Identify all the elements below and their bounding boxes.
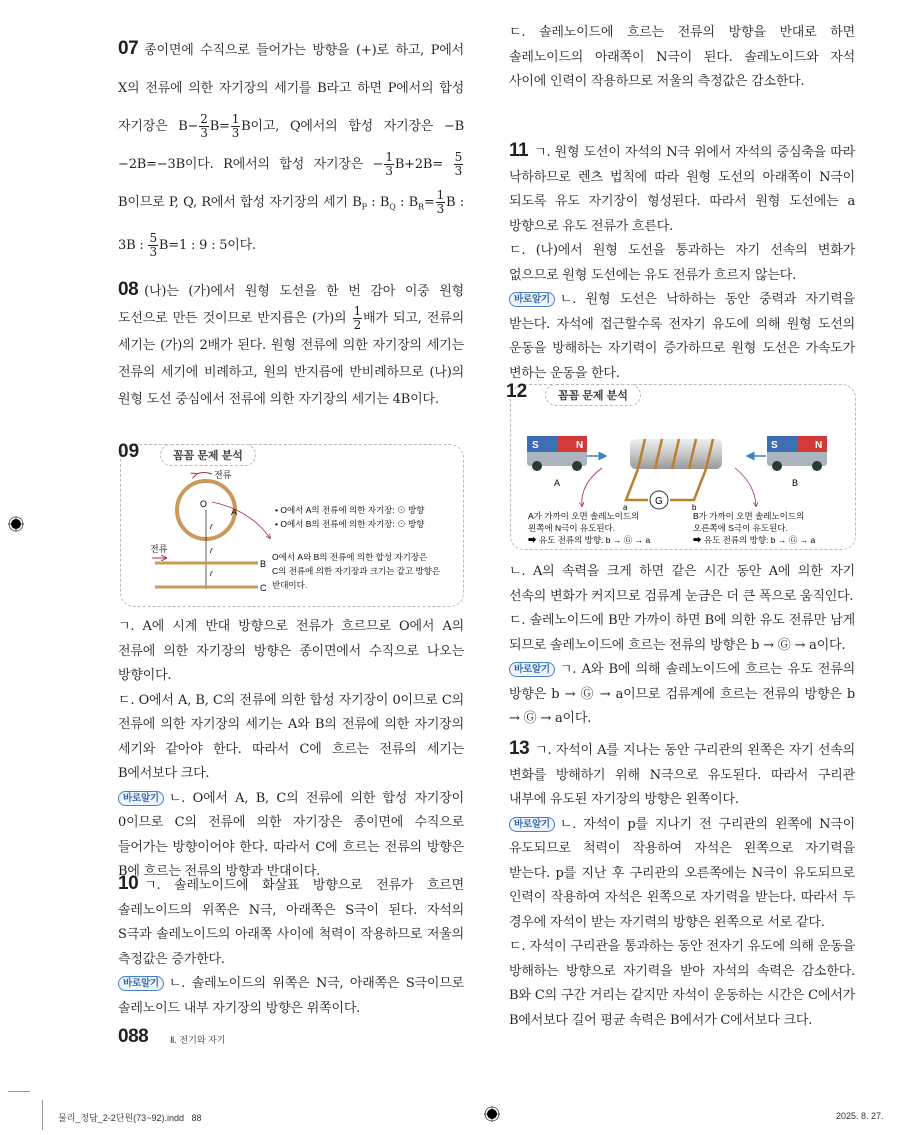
answer-para: ㄷ. O에서 A, B, C의 전류에 의한 합성 자기장이 0이므로 C의 전류에 의한 자기장의 세기는 A와 B의 전류에 의한 자기장의 세기와 같아야 한다. 따라서 C에 흐르는 전류의 세기는 B에서보다 크다. xyxy=(118,692,464,781)
answer-text: (나)는 (가)에서 원형 도선을 한 번 감아 이중 원형 도선으로 만든 것이므로 반지름은 (가)의 $\frac{1}{2}$ 배가 되고, 전류의 세기는 (가)의 2배가 된다. 원형 전류에 의한 자기장의 세기는 전류의 세기에 비례하고, 원의 반지름에 반비례하므로 (나)의 원형 도선 중심에서 전류에 의한 자기장의 세기는 4B이다. xyxy=(118,284,464,407)
answer-para: ㄱ. A에 시계 반대 방향으로 전류가 흐르므로 O에서 A의 전류에 의한 자기장의 방향은 종이면에서 수직으로 나오는 방향이다. xyxy=(118,619,464,683)
note: 반대이다. xyxy=(272,580,308,590)
note: • O에서 B의 전류에 의한 자기장: ⊙ 방향 xyxy=(275,519,425,529)
label-b: b xyxy=(692,503,697,512)
label-B: B xyxy=(260,559,267,569)
fraction: $\frac{1}{3}$ xyxy=(385,150,393,178)
correction-badge: 바로알기 xyxy=(118,791,164,806)
correction-badge: 바로알기 xyxy=(509,292,555,307)
question-number: 13 xyxy=(509,738,530,759)
answer-para: ㄷ. (나)에서 원형 도선을 통과하는 자기 선속의 변화가 없으므로 원형 도선에는 유도 전류가 흐르지 않는다. xyxy=(509,243,855,283)
label-A: A xyxy=(554,478,561,488)
question-number: 09 xyxy=(118,441,140,462)
label-r: r xyxy=(210,569,213,578)
label-A: A xyxy=(231,507,238,517)
question-number: 11 xyxy=(509,140,529,161)
label-r: r xyxy=(210,522,213,531)
note: A가 가까이 오면 솔레노이드의 xyxy=(528,511,640,521)
registration-mark-icon xyxy=(8,516,24,532)
analysis-tag: 꼼꼼 문제 분석 xyxy=(545,384,641,406)
magnet-cart-B xyxy=(767,436,827,471)
note: ➡ 유도 전류의 방향: b → Ⓖ → a xyxy=(528,535,651,545)
correction-badge: 바로알기 xyxy=(118,976,164,991)
svg-text:G: G xyxy=(655,496,663,507)
answer-para: ㄴ. O에서 A, B, C의 전류에 의한 합성 자기장이 0이므로 C의 전류에 의한 자기장은 종이면에 수직으로 들어가는 방향이어야 한다. 따라서 C에 흐르는 전류의 방향은 B에 흐르는 전류의 방향과 반대이다. xyxy=(118,790,464,879)
current-label: 전류 xyxy=(214,470,232,480)
correction-badge: 바로알기 xyxy=(509,817,555,832)
analysis-tag: 꼼꼼 문제 분석 xyxy=(160,444,256,466)
fraction: $\frac{2}{3}$ xyxy=(200,112,208,140)
answer-12-text xyxy=(509,560,855,732)
page-number: 088 xyxy=(118,1026,149,1047)
label-a: a xyxy=(623,503,628,512)
fraction: $\frac{1}{3}$ xyxy=(436,188,444,216)
answer-10 xyxy=(118,872,464,1021)
label-C: C xyxy=(260,583,267,593)
registration-mark-icon xyxy=(484,1106,500,1122)
note: 오른쪽에 S극이 유도된다. xyxy=(693,523,788,533)
note: • O에서 A의 전류에 의한 자기장: ⊙ 방향 xyxy=(275,505,425,515)
note: 왼쪽에 N극이 유도된다. xyxy=(528,523,616,533)
crop-mark xyxy=(42,1100,43,1130)
label-B: B xyxy=(792,478,799,488)
answer-para: ㄴ. A의 속력을 크게 하면 같은 시간 동안 A에 의한 자기 선속의 변화가 커지므로 검류계 눈금은 더 큰 폭으로 움직인다. xyxy=(509,564,855,604)
label-r: r xyxy=(210,546,213,555)
fraction: $\frac{5}{3}$ xyxy=(149,230,157,259)
fraction: $\frac{1}{3}$ xyxy=(231,112,240,140)
fraction: $\frac{5}{3}$ xyxy=(454,150,462,178)
answer-13 xyxy=(509,737,855,1033)
question-number: 10 xyxy=(118,873,139,894)
answer-09-text xyxy=(118,615,464,885)
chapter-label: Ⅱ. 전기와 자기 xyxy=(170,1035,226,1045)
question-number: 07 xyxy=(118,38,139,59)
answer-para: ㄴ. 자석이 p를 지나기 전 구리관의 왼쪽에 N극이 유도되므로 척력이 작용하여 자석은 왼쪽으로 자기력을 받는다. p를 지난 후 구리관의 오른쪽에는 N극이 유도되므로 인력이 작용하여 자석은 왼쪽으로 자기력을 받는다. 따라서 두 경우에 자석이 받는 자기력의 방향은 왼쪽으로 서로 같다. xyxy=(509,816,855,930)
svg-text:N: N xyxy=(576,440,584,451)
answer-para: ㄱ. A와 B에 의해 솔레노이드에 흐르는 유도 전류의 방향은 b → Ⓖ → a이므로 검류계에 흐르는 전류의 방향은 b → Ⓖ → a이다. xyxy=(509,662,855,726)
answer-para: ㄱ. 원형 도선이 자석의 N극 위에서 자석의 중심축을 따라 낙하하므로 렌츠 법칙에 따라 원형 도선의 아래쪽이 N극이 되도록 유도 자기장이 형성된다. 따라서 원형 도선에는 a 방향으로 유도 전류가 흐른다. xyxy=(509,145,855,234)
answer-08 xyxy=(118,276,464,413)
label-O: O xyxy=(200,499,208,509)
note: B가 가까이 오면 솔레노이드의 xyxy=(693,511,805,521)
note: O에서 A와 B의 전류에 의한 합성 자기장은 xyxy=(272,552,428,562)
fraction: $\frac{1}{2}$ xyxy=(353,304,362,332)
question-number: 08 xyxy=(118,279,139,300)
answer-07 xyxy=(118,30,464,265)
note: C의 전류에 의한 자기장과 크기는 같고 방향은 xyxy=(272,566,441,576)
file-name: 물리_정답_2-2단원(73~92).indd 88 xyxy=(58,1113,202,1123)
current-label: 전류 xyxy=(150,544,168,554)
answer-10-continued xyxy=(509,21,855,95)
magnet-cart-A xyxy=(527,436,587,471)
answer-para: ㄴ. 솔레노이드의 위쪽은 N극, 아래쪽은 S극이므로 솔레노이드 내부 자기장의 방향은 위쪽이다. xyxy=(118,976,464,1016)
answer-para: ㄴ. 원형 도선은 낙하하는 동안 중력과 자기력을 받는다. 자석에 접근할수록 전자기 유도에 의해 원형 도선의 운동을 방해하는 자기력이 증가하므로 원형 도선은 가속도가 변하는 운동을 한다. xyxy=(509,292,855,381)
correction-badge: 바로알기 xyxy=(509,662,555,677)
question-number: 12 xyxy=(506,381,528,402)
answer-text: 종이면에 수직으로 들어가는 방향을 (+)로 하고, P에서 X의 전류에 의한 자기장의 세기를 B라고 하면 P에서의 합성 자기장은 B− $\frac{2}{3}$ B= $\frac{1}{3}$ B이고, Q에서의 합성 자기장은 −B −2B=−3B이다. R에서의 합성 자기장은 − $\frac{1}{3}$ B+2B= $\frac{5}{3}$ B이므로 P, Q, R에서 합성 자기장의 세기 $B_P$ : $B_Q$ : $B_R=$ $\frac{1}{3}$ B : 3B : $\frac{5}{3}$ B=1 : 9 : 5이다. xyxy=(118,43,464,259)
answer-para: ㄷ. 솔레노이드에 B만 가까이 하면 B에 의한 유도 전류만 남게 되므로 솔레노이드에 흐르는 전류의 방향은 b → Ⓖ → a이다. xyxy=(509,613,855,653)
svg-text:N: N xyxy=(815,440,823,451)
answer-para: ㄱ. 솔레노이드에 화살표 방향으로 전류가 흐르면 솔레노이드의 위쪽은 N극, 아래쪽은 S극이 된다. 자석의 S극과 솔레노이드의 아래쪽 사이에 척력이 작용하므로 저울의 측정값은 증가한다. xyxy=(118,878,464,967)
answer-11 xyxy=(509,139,855,386)
figure-09 xyxy=(120,465,462,600)
answer-para: ㄷ. 솔레노이드에 흐르는 전류의 방향을 반대로 하면 솔레노이드의 아래쪽이 N극이 된다. 솔레노이드와 자석 사이에 인력이 작용하므로 저울의 측정값은 감소한다. xyxy=(509,25,855,89)
print-date: 2025. 8. 27. xyxy=(836,1111,884,1121)
figure-12 xyxy=(510,406,854,548)
answer-para: ㄱ. 자석이 A를 지나는 동안 구리관의 왼쪽은 자기 선속의 변화를 방해하기 위해 N극으로 유도된다. 따라서 구리관 내부에 유도된 자기장의 방향은 왼쪽이다. xyxy=(509,743,855,807)
answer-para: ㄷ. 자석이 구리관을 통과하는 동안 전자기 유도에 의해 운동을 방해하는 방향으로 자기력을 받아 자석의 속력은 감소한다. B와 C의 구간 거리는 같지만 자석이 운동하는 시간은 C에서가 B에서보다 길어 평균 속력은 B에서가 C에서보다 크다. xyxy=(509,939,855,1028)
svg-text:S: S xyxy=(771,440,778,451)
note: ➡ 유도 전류의 방향: b → Ⓖ → a xyxy=(693,535,816,545)
crop-mark xyxy=(8,1091,30,1092)
svg-text:S: S xyxy=(532,440,539,451)
